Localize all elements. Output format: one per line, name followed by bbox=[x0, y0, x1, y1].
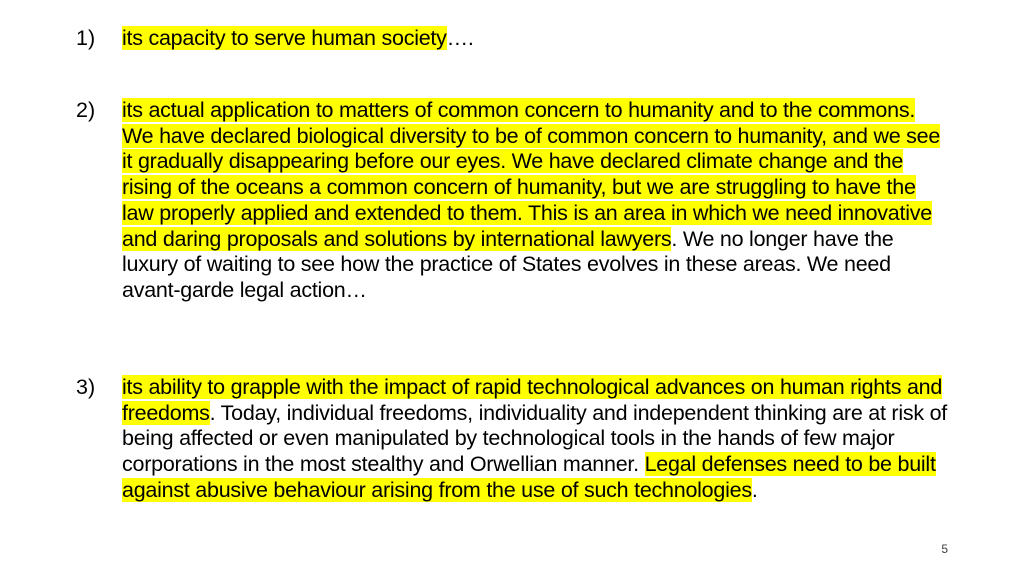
item-number: 2) bbox=[76, 98, 96, 122]
highlighted-text: its capacity to serve human society bbox=[122, 26, 447, 50]
plain-text: . bbox=[751, 477, 758, 502]
plain-text: . Today, individual freedoms, individuality and independent thinking are at risk of being affected or even manipulated by technological tools in the hands of few major corporations in the most stealthy and Orwellian manner. bbox=[122, 400, 948, 477]
item-text bbox=[122, 375, 952, 504]
highlighted-text: Legal defenses need to be built against abusive behaviour arising from the use of such technologies bbox=[122, 452, 936, 502]
plain-text: …. bbox=[446, 26, 474, 50]
item-text bbox=[122, 26, 952, 52]
highlighted-text: its ability to grapple with the impact of rapid technological advances on human rights and freedoms bbox=[122, 375, 943, 425]
plain-text: . We no longer have the luxury of waiting to see how the practice of States evolves in these areas. We need avant-garde legal action… bbox=[122, 226, 894, 302]
item-number: 1) bbox=[76, 26, 96, 50]
item-number: 3) bbox=[76, 375, 96, 399]
page-number: 5 bbox=[941, 542, 948, 556]
item-text bbox=[122, 98, 952, 304]
highlighted-text: its actual application to matters of common concern to humanity and to the commons. We have declared biological diversity to be of common concern to humanity, and we see it gradually disappearing before our eyes. We have declared climate change and the rising of the oceans a common concern of humanity, but we are struggling to have the law properly applied and extended to them. This is an area in which we need innovative and daring proposals and solutions by international lawyers bbox=[122, 98, 941, 251]
